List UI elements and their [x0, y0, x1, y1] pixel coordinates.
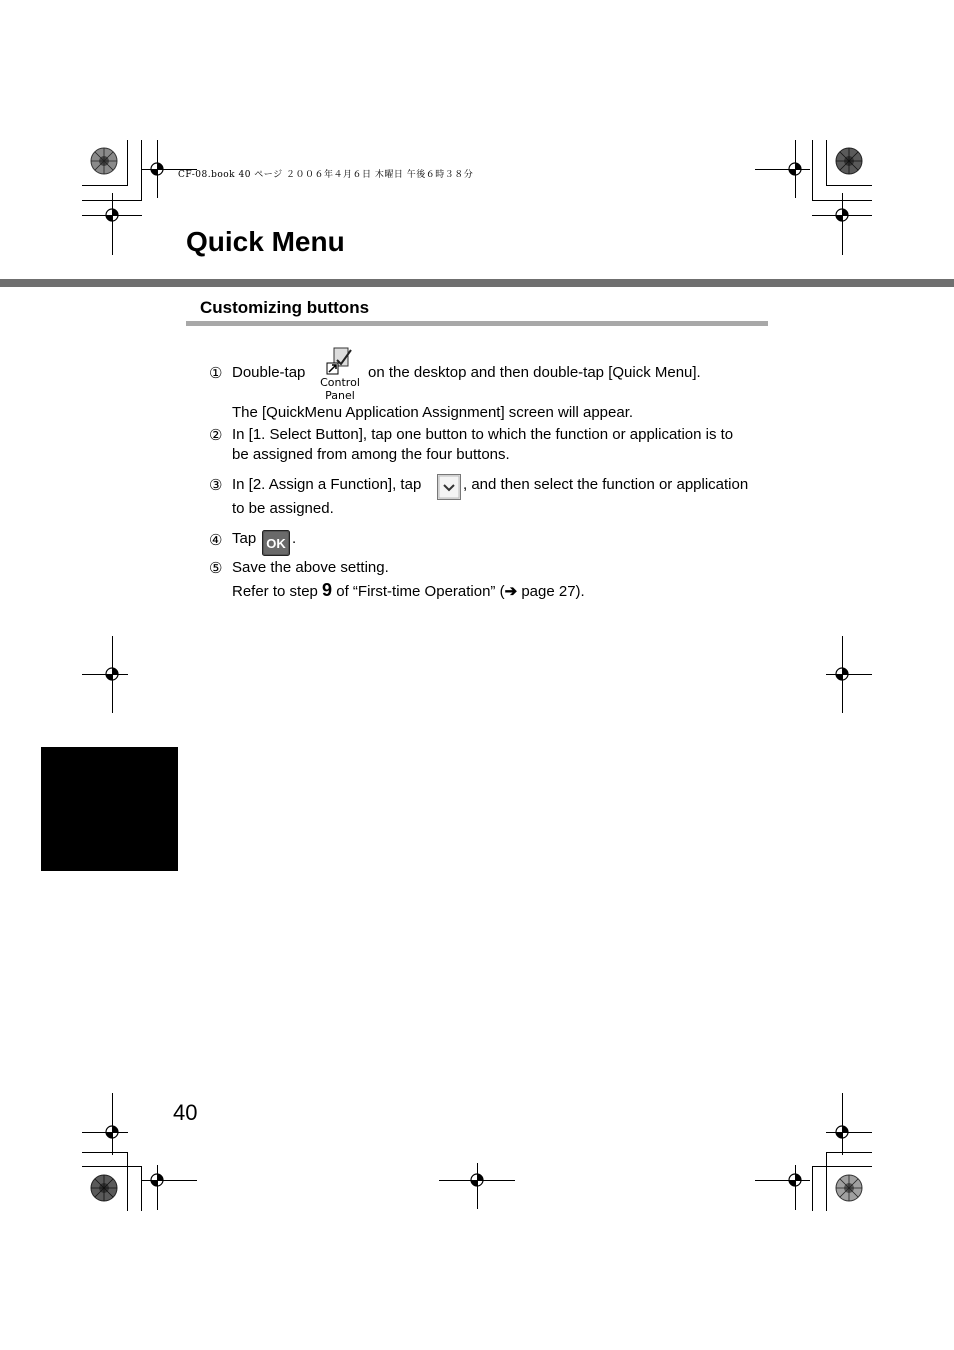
registration-mark-icon [149, 1172, 165, 1188]
step-note: The [QuickMenu Application Assignment] screen will appear. [232, 404, 634, 421]
registration-mark-icon [104, 666, 120, 682]
step-number: ⑤ [209, 560, 223, 577]
section-divider [186, 321, 768, 326]
control-panel-label: Panel [325, 389, 355, 402]
starburst-mark-icon [835, 1174, 863, 1202]
step-text: be assigned from among the four buttons. [232, 446, 510, 463]
step-text: Tap [232, 530, 257, 547]
registration-mark-icon [834, 1124, 850, 1140]
step-number: ④ [209, 532, 223, 549]
registration-mark-icon [834, 666, 850, 682]
dropdown-arrow-icon [437, 474, 461, 500]
step-text: on the desktop and then double-tap [Quick Menu]. [368, 364, 701, 381]
registration-mark-icon [149, 161, 165, 177]
print-header-meta: CF-08.book 40 ページ ２００６年４月６日 木曜日 午後６時３８分 [178, 170, 474, 180]
title-divider [0, 279, 954, 287]
section-heading: Customizing buttons [200, 298, 370, 317]
step-text: In [2. Assign a Function], tap [232, 476, 422, 493]
step-text: In [1. Select Button], tap one button to which the function or application is to [232, 426, 734, 443]
starburst-mark-icon [90, 147, 118, 175]
registration-mark-icon [834, 207, 850, 223]
ok-button-icon [262, 530, 290, 556]
control-panel-label: Control [320, 376, 360, 389]
step-text: Save the above setting. [232, 559, 389, 576]
control-panel-icon [316, 346, 364, 404]
step-number: ② [209, 427, 223, 444]
step-text: to be assigned. [232, 500, 334, 517]
step-text: Double-tap [232, 364, 306, 381]
page-title: Quick Menu [186, 226, 345, 257]
step-number: ③ [209, 477, 223, 494]
starburst-mark-icon [835, 147, 863, 175]
starburst-mark-icon [90, 1174, 118, 1202]
step-reference [232, 580, 585, 602]
registration-mark-icon [104, 207, 120, 223]
step-reference-text: Refer to step [232, 583, 323, 600]
ok-label: OK [266, 536, 286, 551]
step-reference-text: page 27). [517, 583, 585, 600]
step-text: , and then select the function or application [463, 476, 749, 493]
arrow-right-icon: ➔ [504, 583, 518, 600]
step-reference-text: of “First-time Operation” ( [332, 583, 505, 600]
registration-mark-icon [787, 161, 803, 177]
registration-mark-icon [104, 1124, 120, 1140]
step-reference-number: 9 [322, 580, 333, 600]
registration-mark-icon [469, 1172, 485, 1188]
step-text: . [292, 530, 297, 547]
chapter-side-tab [41, 747, 178, 871]
registration-mark-icon [787, 1172, 803, 1188]
step-number: ① [209, 365, 223, 382]
page-number: 40 [173, 1100, 198, 1125]
